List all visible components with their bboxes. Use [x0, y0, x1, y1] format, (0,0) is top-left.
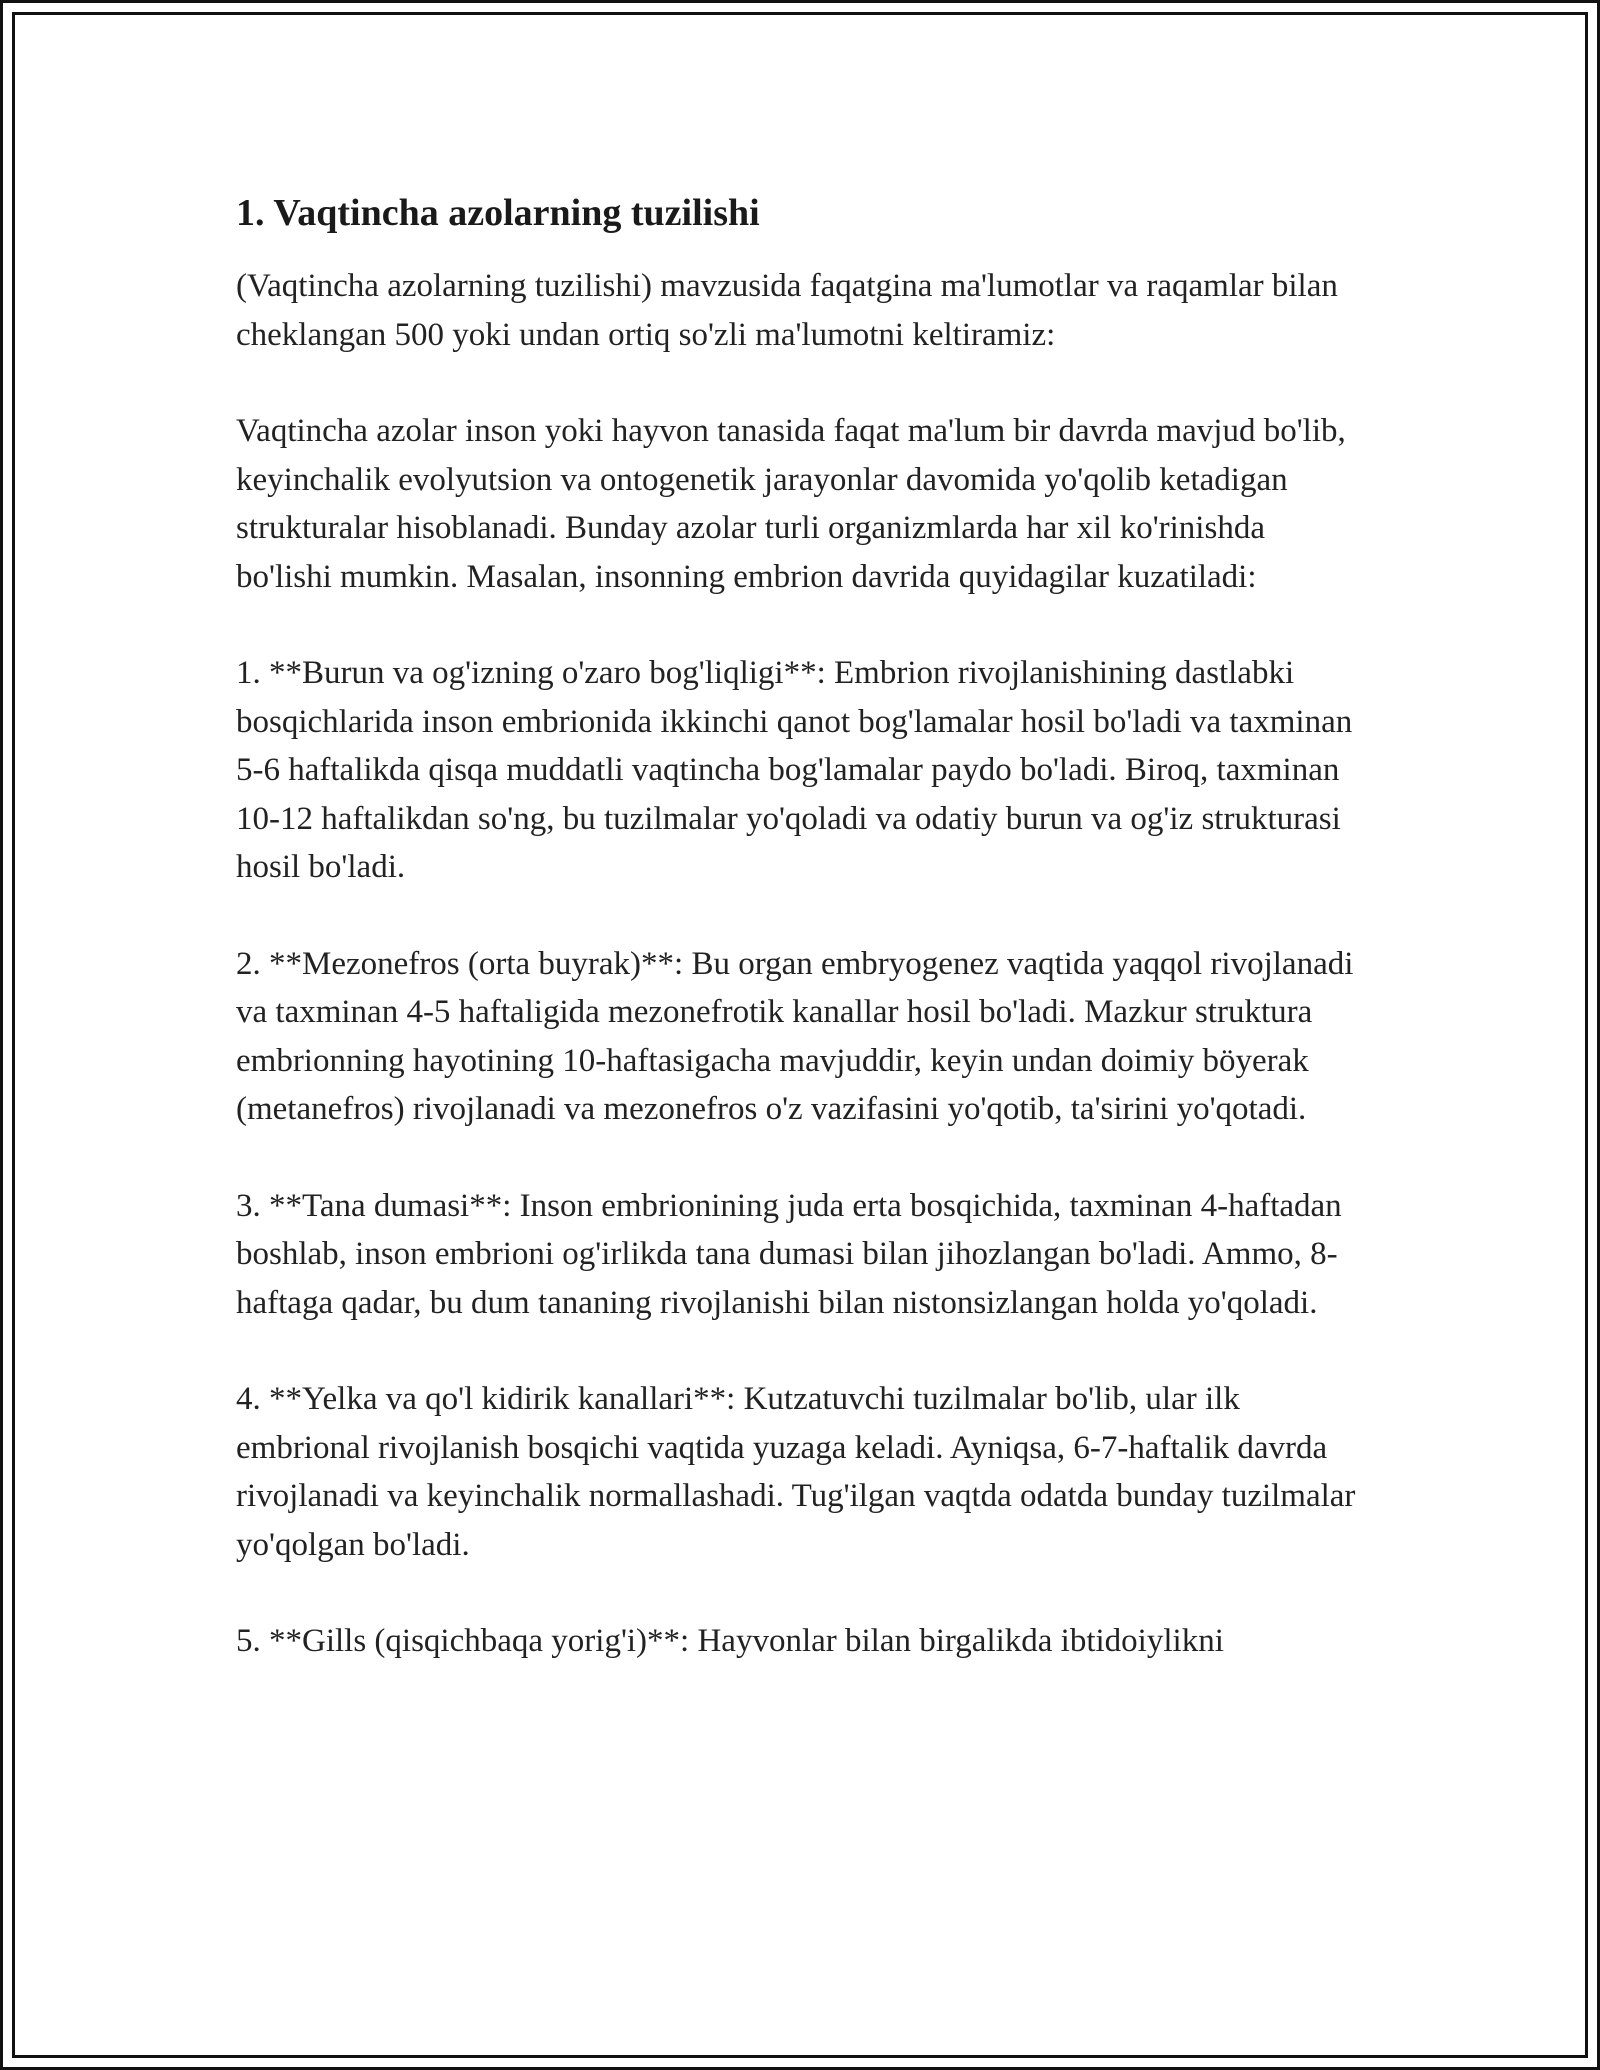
list-item-yelka-kanallari: 4. **Yelka va qo'l kidirik kanallari**: Kutzatuvchi tuzilmalar bo'lib, ular ilk embrional rivojlanish bosqichi vaqtida yuzaga keladi. Ayniqsa, 6-7-haftalik davrda rivojlanadi va keyinchalik normallashadi. Tug'ilgan vaqtda odatda bunday tuzilmalar yo'qolgan bo'ladi.: [236, 1381, 1356, 1563]
list-item-mezonefros: 2. **Mezonefros (orta buyrak)**: Bu organ embryogenez vaqtida yaqqol rivojlanadi va taxminan 4-5 haftaligida mezonefrotik kanallar hosil bo'ladi. Mazkur struktura embrionning hayotining 10-haftasigacha mavjuddir, keyin undan doimiy böyerak (metanefros) rivojlanadi va mezonefros o'z vazifasini yo'qotib, ta'sirini yo'qotadi.: [236, 945, 1354, 1127]
document-body: [236, 186, 1366, 1666]
list-item-tana-dumasi: 3. **Tana dumasi**: Inson embrionining juda erta bosqichida, taxminan 4-haftadan boshlab, inson embrioni og'irlikda tana dumasi bilan jihozlangan bo'ladi. Ammo, 8-haftaga qadar, bu dum tananing rivojlanishi bilan nistonsizlangan holda yo'qoladi.: [236, 1187, 1342, 1321]
overview-paragraph: Vaqtincha azolar inson yoki hayvon tanasida faqat ma'lum bir davrda mavjud bo'lib, keyinchalik evolyutsion va ontogenetik jarayonlar davomida yo'qolib ketadigan strukturalar hisoblanadi. Bunday azolar turli organizmlarda har xil ko'rinishda bo'lishi mumkin. Masalan, insonning embrion davrida quyidagilar kuzatiladi:: [236, 413, 1346, 595]
list-item-burun: 1. **Burun va og'izning o'zaro bog'liqligi**: Embrion rivojlanishining dastlabki bosqichlarida inson embrionida ikkinchi qanot bog'lamalar hosil bo'ladi va taxminan 5-6 haftalikda qisqa muddatli vaqtincha bog'lamalar paydo bo'ladi. Biroq, taxminan 10-12 haftalikdan so'ng, bu tuzilmalar yo'qoladi va odatiy burun va og'iz strukturasi hosil bo'ladi.: [236, 655, 1353, 885]
intro-paragraph: (Vaqtincha azolarning tuzilishi) mavzusida faqatgina ma'lumotlar va raqamlar bilan cheklangan 500 yoki undan ortiq so'zli ma'lumotni keltiramiz:: [236, 268, 1338, 353]
document-title: 1. Vaqtincha azolarning tuzilishi: [236, 192, 760, 234]
list-item-gills: 5. **Gills (qisqichbaqa yorig'i)**: Hayvonlar bilan birgalikda ibtidoiylikni: [236, 1623, 1224, 1659]
